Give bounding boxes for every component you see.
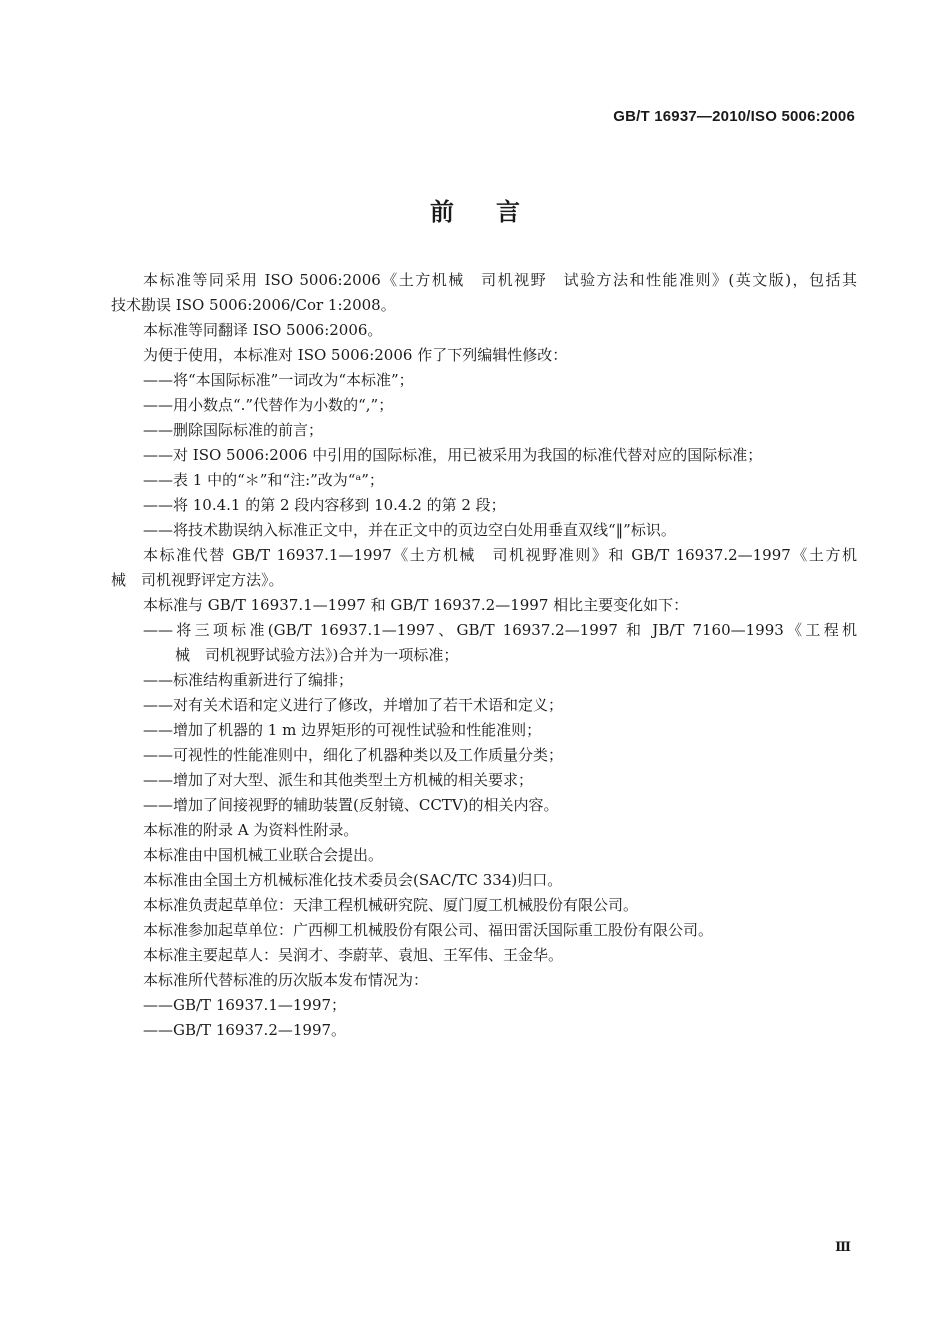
list-item: ——对 ISO 5006:2006 中引用的国际标准，用已被采用为我国的标准代替对应的国际标准； — [143, 446, 763, 464]
list-item: ——增加了间接视野的辅助装置(反射镜、CCTV)的相关内容。 — [143, 796, 559, 814]
paragraph-line: 本标准的附录 A 为资料性附录。 — [143, 821, 359, 839]
page-title: 前言 — [430, 198, 562, 226]
list-item: ——增加了对大型、派生和其他类型土方机械的相关要求； — [143, 771, 534, 789]
list-item: ——将三项标准(GB/T 16937.1—1997、GB/T 16937.2—1997 和 JB/T 7160—1993《工程机 — [143, 621, 857, 639]
paragraph-line: 械 司机视野评定方法》。 — [111, 571, 284, 589]
list-item: ——标准结构重新进行了编排； — [143, 671, 354, 689]
list-item: ——可视性的性能准则中，细化了机器种类以及工作质量分类； — [143, 746, 564, 764]
paragraph-line: 本标准等同翻译 ISO 5006:2006。 — [143, 321, 383, 339]
paragraph-line: 本标准主要起草人：吴润才、李蔚苹、袁旭、王军伟、王金华。 — [143, 946, 564, 964]
paragraph-line: 本标准参加起草单位：广西柳工机械股份有限公司、福田雷沃国际重工股份有限公司。 — [143, 921, 714, 939]
list-item: ——将“本国际标准”一词改为“本标准”； — [143, 371, 414, 389]
list-item: ——删除国际标准的前言； — [143, 421, 324, 439]
list-item: ——将技术勘误纳入标准正文中，并在正文中的页边空白处用垂直双线“‖”标识。 — [143, 521, 676, 539]
list-item: ——增加了机器的 1 m 边界矩形的可视性试验和性能准则； — [143, 721, 542, 739]
paragraph-line: 本标准由中国机械工业联合会提出。 — [143, 846, 384, 864]
page-number: Ⅲ — [835, 1240, 851, 1255]
paragraph-line: 本标准由全国土方机械标准化技术委员会(SAC/TC 334)归口。 — [143, 871, 563, 889]
list-item-continuation: 械 司机视野试验方法》)合并为一项标准； — [175, 646, 459, 664]
list-item: ——GB/T 16937.1—1997； — [143, 996, 347, 1014]
paragraph-line: 为便于使用，本标准对 ISO 5006:2006 作了下列编辑性修改： — [143, 346, 568, 364]
list-item: ——表 1 中的“＊”和“注:”改为“ᵃ”； — [143, 471, 384, 489]
list-item: ——将 10.4.1 的第 2 段内容移到 10.4.2 的第 2 段； — [143, 496, 506, 514]
paragraph-line: 本标准所代替标准的历次版本发布情况为： — [143, 971, 429, 989]
list-item: ——用小数点“.”代替作为小数的“,”； — [143, 396, 394, 414]
standard-code-header: GB/T 16937—2010/ISO 5006:2006 — [613, 108, 855, 125]
paragraph-line: 本标准代替 GB/T 16937.1—1997《土方机械 司机视野准则》和 GB/T 16937.2—1997《土方机 — [143, 546, 857, 564]
paragraph-line: 本标准与 GB/T 16937.1—1997 和 GB/T 16937.2—1997 相比主要变化如下： — [143, 596, 689, 614]
paragraph-line: 本标准等同采用 ISO 5006:2006《土方机械 司机视野 试验方法和性能准则》(英文版)，包括其 — [143, 271, 857, 289]
foreword-body — [111, 268, 857, 1043]
paragraph-line: 技术勘误 ISO 5006:2006/Cor 1:2008。 — [111, 296, 396, 314]
list-item: ——GB/T 16937.2—1997。 — [143, 1021, 347, 1039]
list-item: ——对有关术语和定义进行了修改，并增加了若干术语和定义； — [143, 696, 564, 714]
paragraph-line: 本标准负责起草单位：天津工程机械研究院、厦门厦工机械股份有限公司。 — [143, 896, 639, 914]
